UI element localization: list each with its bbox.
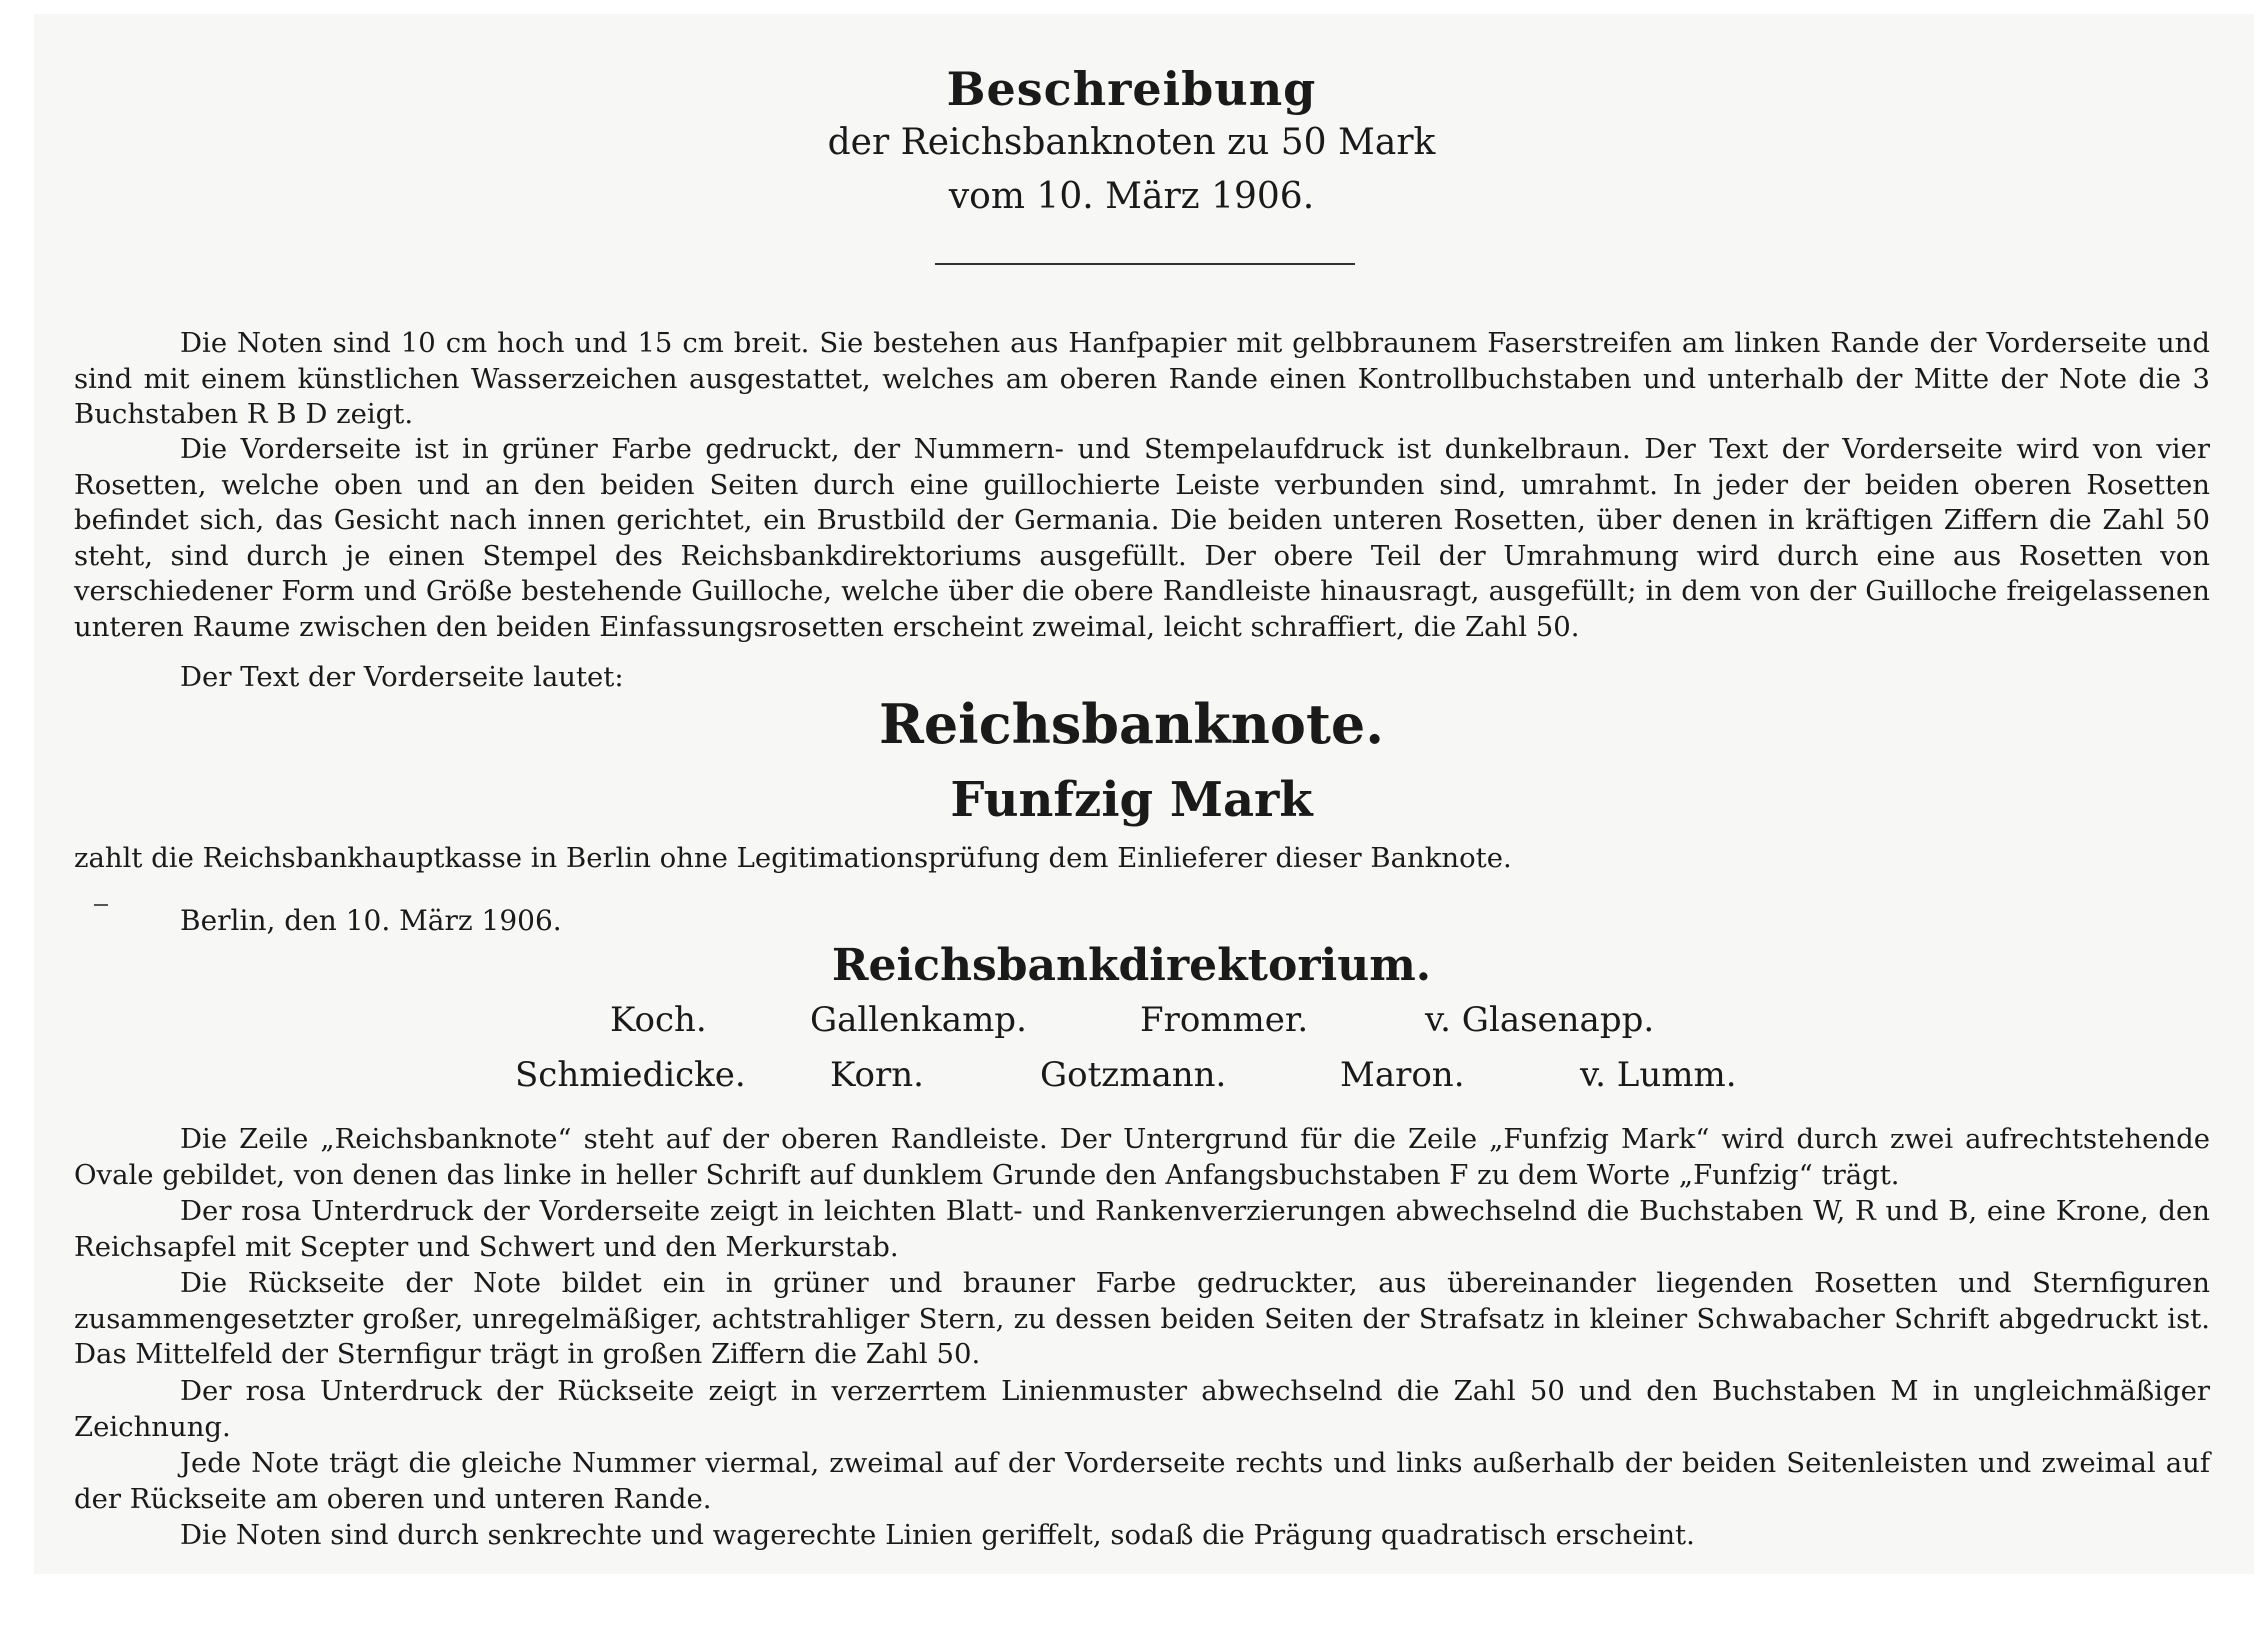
paragraph-back-side-text: Die Rückseite der Note bildet ein in grüner und brauner Farbe gedruckter, aus übereinander liegenden Rosetten und Sternfiguren zusammengesetzter großer, unregelmäßiger, achtstrahliger Stern, zu dessen beiden Seiten der Strafsatz in kleiner Schwabacher Schrift abgedruckt ist. Das Mittelfeld der Sternfigur trägt in großen Ziffern die Zahl 50.	[74, 1267, 2210, 1370]
note-payment-clause: zahlt die Reichsbankhauptkasse in Berlin ohne Legitimationsprüfung dem Einlieferer dieser Banknote.	[74, 842, 1512, 874]
note-directorate: Reichsbankdirektorium.	[831, 940, 1432, 991]
note-amount: Funfzig Mark	[950, 772, 1313, 828]
signature-maron: Maron.	[1340, 1055, 1465, 1095]
paragraph-front-side	[74, 432, 2210, 645]
signature-gotzmann: Gotzmann.	[1040, 1055, 1227, 1095]
signature-lumm: v. Lumm.	[1580, 1055, 1737, 1095]
document-subtitle-line2: vom 10. März 1906.	[948, 176, 1315, 217]
signature-glasenapp: v. Glasenapp.	[1425, 1000, 1655, 1040]
signature-gallenkamp: Gallenkamp.	[810, 1000, 1027, 1040]
paragraph-back-side	[74, 1266, 2210, 1373]
paragraph-numbering-text: Jede Note trägt die gleiche Nummer viermal, zweimal auf der Vorderseite rechts und links außerhalb der beiden Seitenleisten und zweimal auf der Rückseite am oberen und unteren Rande.	[74, 1447, 2210, 1515]
signature-frommer: Frommer.	[1140, 1000, 1309, 1040]
paragraph-numbering	[74, 1446, 2210, 1517]
paragraph-embossing-text: Die Noten sind durch senkrechte und wagerechte Linien geriffelt, sodaß die Prägung quadratisch erscheint.	[180, 1519, 1695, 1551]
document-subtitle-line1: der Reichsbanknoten zu 50 Mark	[827, 122, 1436, 163]
paragraph-back-underprint-text: Der rosa Unterdruck der Rückseite zeigt in verzerrtem Linienmuster abwechselnd die Zahl 50 und den Buchstaben M in ungleichmäßiger Zeichnung.	[74, 1375, 2210, 1443]
note-place-date: Berlin, den 10. März 1906.	[180, 904, 562, 937]
title-divider	[935, 263, 1355, 265]
paragraph-front-underprint	[74, 1194, 2210, 1265]
paragraph-line-layout-text: Die Zeile „Reichsbanknote“ steht auf der oberen Randleiste. Der Untergrund für die Zeile „Funfzig Mark“ wird durch zwei aufrechtstehende Ovale gebildet, von denen das linke in heller Schrift auf dunklem Grunde den Anfangsbuchstaben F zu dem Worte „Funfzig“ trägt.	[74, 1123, 2210, 1191]
paragraph-dimensions-text: Die Noten sind 10 cm hoch und 15 cm breit. Sie bestehen aus Hanfpapier mit gelbbraunem Faserstreifen am linken Rande der Vorderseite und sind mit einem künstlichen Wasserzeichen ausgestattet, welches am oberen Rande einen Kontrollbuchstaben und unterhalb der Mitte der Note die 3 Buchstaben R B D zeigt.	[74, 327, 2210, 430]
paragraph-front-text-intro	[74, 660, 2210, 696]
paragraph-back-underprint	[74, 1374, 2210, 1445]
paragraph-front-side-text: Die Vorderseite ist in grüner Farbe gedruckt, der Nummern- und Stempelaufdruck ist dunkelbraun. Der Text der Vorderseite wird von vier Rosetten, welche oben und an den beiden Seiten durch eine guillochierte Leiste verbunden sind, umrahmt. In jeder der beiden oberen Rosetten befindet sich, das Gesicht nach innen gerichtet, ein Brustbild der Germania. Die beiden unteren Rosetten, über denen in kräftigen Ziffern die Zahl 50 steht, sind durch je einen Stempel des Reichsbankdirektoriums ausgefüllt. Der obere Teil der Umrahmung wird durch eine aus Rosetten von verschiedener Form und Größe bestehende Guilloche, welche über die obere Randleiste hinausragt, ausgefüllt; in dem von der Guilloche freigelassenen unteren Raume zwischen den beiden Einfassungsrosetten erscheint zweimal, leicht schraffiert, die Zahl 50.	[74, 433, 2210, 643]
signature-koch: Koch.	[610, 1000, 707, 1040]
signature-schmiedicke: Schmiedicke.	[515, 1055, 746, 1095]
document-title: Beschreibung	[946, 62, 1317, 116]
paragraph-line-layout	[74, 1122, 2210, 1193]
note-title: Reichsbanknote.	[878, 692, 1385, 756]
paragraph-front-text-intro-text: Der Text der Vorderseite lautet:	[180, 661, 624, 693]
margin-mark	[94, 904, 108, 906]
paragraph-front-underprint-text: Der rosa Unterdruck der Vorderseite zeigt in leichten Blatt- und Rankenverzierungen abwechselnd die Buchstaben W, R und B, eine Krone, den Reichsapfel mit Scepter und Schwert und den Merkurstab.	[74, 1195, 2210, 1263]
paragraph-embossing	[74, 1518, 2210, 1554]
paragraph-dimensions	[74, 326, 2210, 433]
signature-korn: Korn.	[830, 1055, 924, 1095]
